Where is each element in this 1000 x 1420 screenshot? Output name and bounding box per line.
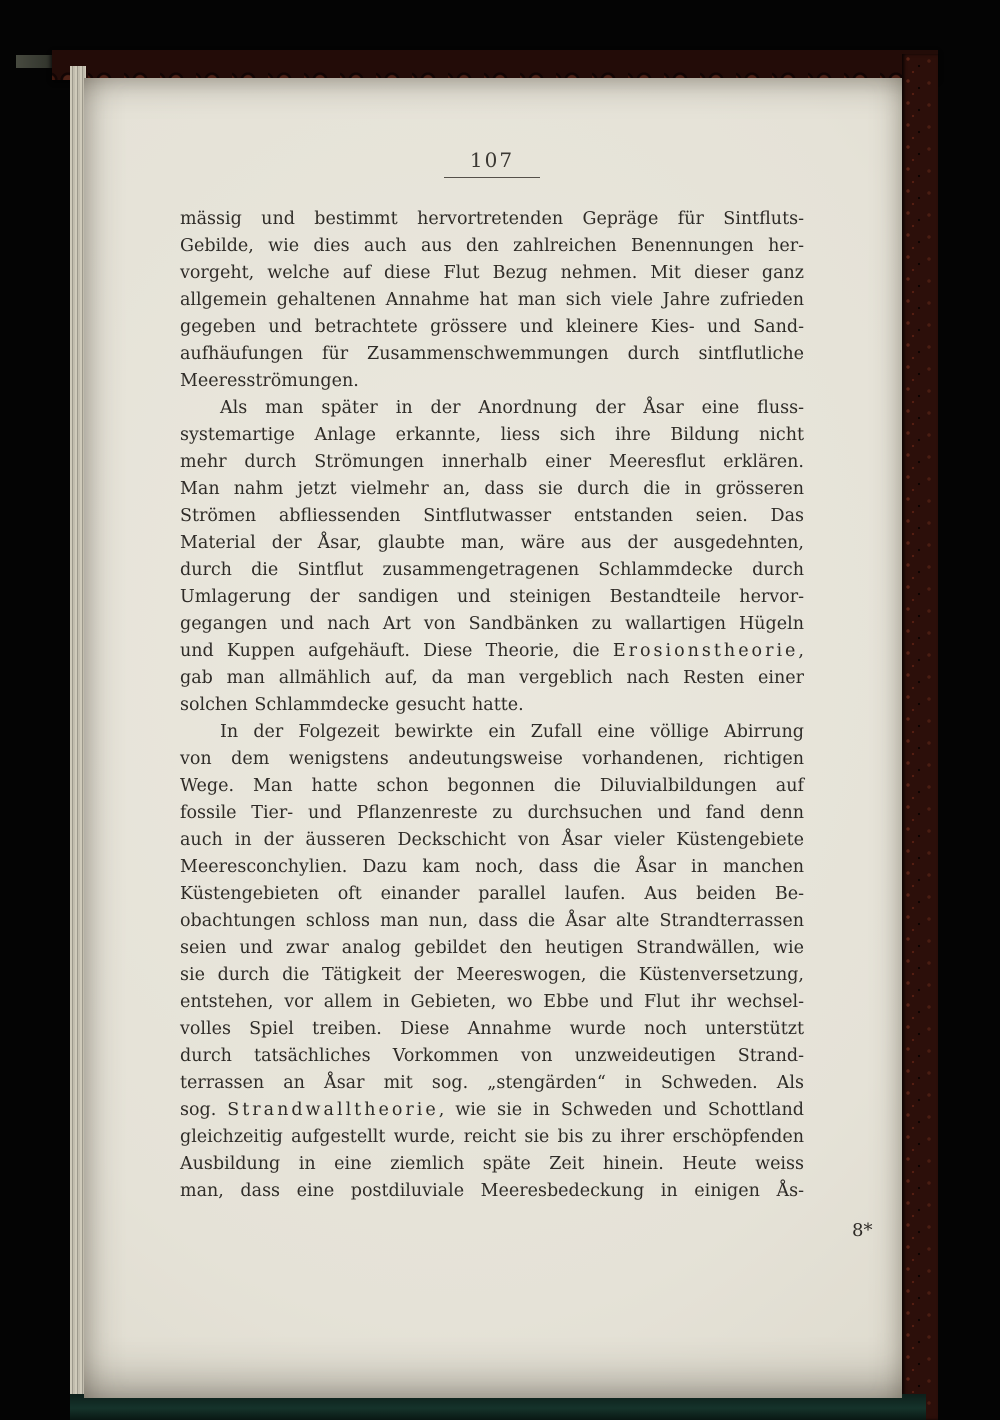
text-line: Meeresconchylien. Dazu kam noch, dass die Åsar in manchen (180, 857, 804, 877)
book-cover-top-edge (52, 50, 938, 80)
text-line: solchen Schlammdecke gesucht hatte. (180, 695, 524, 715)
text-line: Ausbildung in eine ziemlich späte Zeit hinein. Heute weiss (180, 1154, 804, 1174)
text-line: von dem wenigstens andeutungsweise vorhandenen, richtigen (180, 749, 804, 769)
text-line: man, dass eine postdiluviale Meeresbedeckung in einigen Ås- (180, 1181, 804, 1201)
book-page (84, 78, 902, 1398)
text-line: In der Folgezeit bewirkte ein Zufall eine völlige Abirrung (220, 722, 804, 742)
paragraph (180, 395, 804, 719)
text-line: Gebilde, wie dies auch aus den zahlreichen Benennungen her- (180, 236, 804, 256)
text-line: Material der Åsar, glaubte man, wäre aus der ausgedehnten, (180, 533, 804, 553)
page-number: 107 (444, 148, 540, 178)
text-line: Man nahm jetzt vielmehr an, dass sie durch die in grösseren (180, 479, 804, 499)
text-line: vorgeht, welche auf diese Flut Bezug nehmen. Mit dieser ganz (180, 263, 804, 283)
text-line: durch tatsächliches Vorkommen von unzweideutigen Strand- (180, 1046, 804, 1066)
text-line: Meeresströmungen. (180, 371, 359, 391)
text-line: fossile Tier- und Pflanzenreste zu durchsuchen und fand denn (180, 803, 804, 823)
text-line: Wege. Man hatte schon begonnen die Diluvialbildungen auf (180, 776, 804, 796)
text-line: Umlagerung der sandigen und steinigen Bestandteile hervor- (180, 587, 804, 607)
text-line: Küstengebieten oft einander parallel laufen. Aus beiden Be- (180, 884, 804, 904)
text-line: systemartige Anlage erkannte, liess sich ihre Bildung nicht (180, 425, 804, 445)
book-binding-right (902, 54, 938, 1420)
text-line: Als man später in der Anordnung der Åsar eine fluss- (220, 398, 804, 418)
text-line: sie durch die Tätigkeit der Meereswogen, die Küstenversetzung, (180, 965, 804, 985)
text-line: Strömen abfliessenden Sintflutwasser entstanden seien. Das (180, 506, 804, 526)
text-line: gleichzeitig aufgestellt wurde, reicht sie bis zu ihrer erschöpfenden (180, 1127, 804, 1147)
text-line: obachtungen schloss man nun, dass die Åsar alte Strandterrassen (180, 911, 804, 931)
text-line: seien und zwar analog gebildet den heutigen Strandwällen, wie (180, 938, 804, 958)
text-line: allgemein gehaltenen Annahme hat man sich viele Jahre zufrieden (180, 290, 804, 310)
text-line: volles Spiel treiben. Diese Annahme wurde noch unterstützt (180, 1019, 804, 1039)
text-line: gegangen und nach Art von Sandbänken zu wallartigen Hügeln (180, 614, 804, 634)
text-line: gegeben und betrachtete grössere und kleinere Kies- und Sand- (180, 317, 804, 337)
text-line: mehr durch Strömungen innerhalb einer Meeresflut erklären. (180, 452, 804, 472)
text-line: mässig und bestimmt hervortretenden Gepräge für Sintfluts- (180, 209, 804, 229)
page-text (180, 206, 804, 1205)
text-line: terrassen an Åsar mit sog. „stengärden“ in Schweden. Als (180, 1073, 804, 1093)
text-line: durch die Sintflut zusammengetragenen Schlammdecke durch (180, 560, 804, 580)
text-line: gab man allmählich auf, da man vergeblich nach Resten einer (180, 668, 804, 688)
text-line: und Kuppen aufgehäuft. Diese Theorie, die Erosionstheorie, (180, 641, 804, 661)
paragraph (180, 206, 804, 395)
signature-mark: 8* (852, 1220, 873, 1241)
paragraph (180, 719, 804, 1205)
text-line: aufhäufungen für Zusammenschwemmungen durch sintflutliche (180, 344, 804, 364)
text-line: auch in der äusseren Deckschicht von Åsar vieler Küstengebiete (180, 830, 804, 850)
text-line: sog. Strandwalltheorie, wie sie in Schweden und Schottland (180, 1100, 804, 1120)
page-header (180, 148, 804, 178)
text-line: entstehen, vor allem in Gebieten, wo Ebbe und Flut ihr wechsel- (180, 992, 804, 1012)
